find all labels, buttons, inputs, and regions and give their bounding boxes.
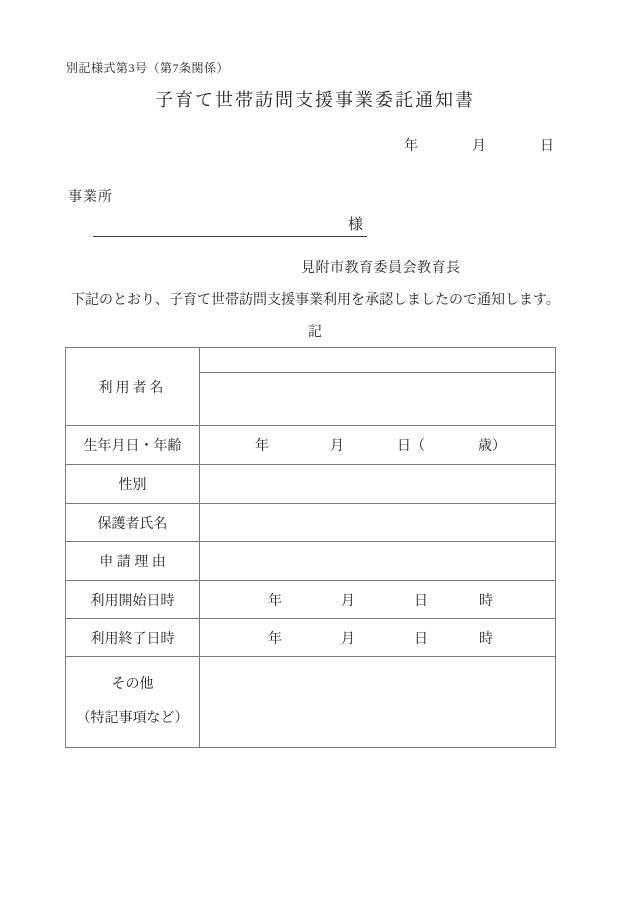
birthdate-label: 生年月日・年齢 [66,426,200,465]
birthdate-field [200,426,556,465]
other-label-line1: その他 [111,677,154,692]
table-row-guardian [66,504,556,542]
start-day-label: 日 [414,593,428,609]
birth-year-label: 年 [255,439,269,454]
start-year-label: 年 [268,593,282,609]
document-title: 子育て世帯訪問支援事業委託通知書 [155,90,475,110]
end-datetime-field [200,619,556,657]
start-month-label: 月 [341,593,355,609]
start-datetime-label: 利用開始日時 [66,581,200,619]
form-number: 別記様式第3号（第7条関係） [66,61,230,75]
gender-field [200,465,556,504]
issue-date-line [0,135,630,153]
guardian-name-label: 保護者氏名 [66,504,200,542]
gender-label: 性別 [66,465,200,504]
user-name-label: 利用者名 [66,348,200,426]
other-field [200,657,556,748]
table-row-other [66,657,556,748]
date-year-label: 年 [404,139,418,154]
other-label-line2: （特記事項など） [76,711,189,726]
table-row-birthdate [66,426,556,465]
end-datetime-label: 利用終了日時 [66,619,200,657]
user-name-field [200,373,556,426]
other-label [66,657,200,748]
start-datetime-field [200,581,556,619]
addressee-honorific: 様 [347,217,363,233]
guardian-name-field [200,504,556,542]
start-hour-label: 時 [479,593,493,609]
date-day-label: 日 [540,139,554,154]
end-month-label: 月 [341,631,355,647]
table-row-gender [66,465,556,504]
birth-age-label: 歳） [478,439,506,454]
birth-day-label: 日（ [397,439,425,454]
table-row-end-datetime [66,619,556,657]
office-label: 事業所 [68,190,113,205]
ki-heading: 記 [308,325,322,340]
date-month-label: 月 [472,139,486,154]
end-year-label: 年 [268,631,282,647]
birth-month-label: 月 [330,439,344,454]
issuer-name: 見附市教育委員会教育長 [301,261,461,276]
addressee-blank-line [93,213,367,237]
table-row-reason [66,542,556,581]
end-hour-label: 時 [479,631,493,647]
table-row-user-name [66,348,556,373]
notice-table [65,347,556,748]
notice-body-text: 下記のとおり、子育て世帯訪問支援事業利用を承認しましたので通知します。 [71,293,560,308]
end-day-label: 日 [414,631,428,647]
user-name-kana-field [200,348,556,373]
application-reason-label: 申 請 理 由 [66,542,200,581]
table-row-start-datetime [66,581,556,619]
application-reason-field [200,542,556,581]
